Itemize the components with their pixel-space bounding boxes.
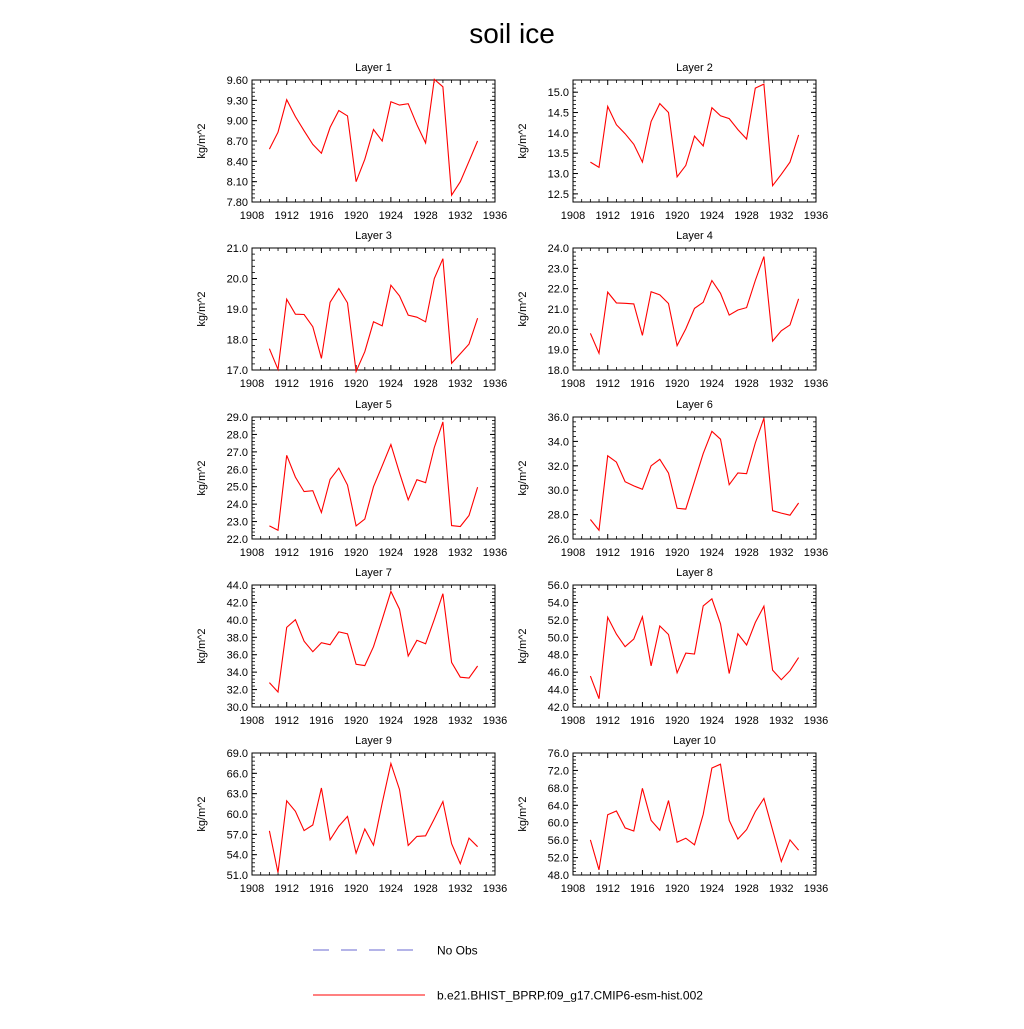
y-tick-label: 26.0	[226, 464, 248, 477]
x-tick-label: 1924	[699, 547, 725, 559]
y-tick-label: 28.0	[226, 429, 248, 442]
y-axis-label: kg/m^2	[196, 628, 208, 664]
x-tick-label: 1912	[595, 547, 620, 559]
y-tick-label: 18.0	[547, 365, 569, 377]
legend-no-obs-label: No Obs	[437, 943, 478, 958]
y-axis-label: kg/m^2	[196, 123, 208, 159]
panel-title: Layer 7	[355, 567, 392, 579]
y-tick-label: 7.80	[226, 197, 248, 209]
x-tick-label: 1916	[309, 715, 334, 727]
series-line	[269, 259, 477, 372]
y-tick-label: 20.0	[226, 273, 248, 286]
y-tick-label: 29.0	[226, 412, 248, 424]
y-tick-label: 42.0	[226, 597, 248, 610]
y-axis-label: kg/m^2	[517, 123, 529, 159]
x-tick-label: 1908	[239, 547, 265, 559]
panel-title: Layer 1	[355, 62, 392, 74]
y-tick-label: 44.0	[547, 684, 569, 697]
x-tick-label: 1908	[560, 715, 586, 727]
x-tick-label: 1908	[239, 883, 265, 895]
y-tick-label: 54.0	[547, 597, 569, 610]
y-tick-label: 52.0	[547, 852, 569, 865]
y-tick-label: 34.0	[226, 667, 248, 680]
y-tick-label: 14.5	[547, 107, 569, 120]
y-tick-label: 21.0	[226, 243, 248, 255]
x-tick-label: 1924	[699, 715, 725, 727]
x-tick-label: 1920	[343, 378, 369, 390]
y-tick-label: 38.0	[226, 632, 248, 645]
x-tick-label: 1916	[630, 715, 655, 727]
y-tick-label: 56.0	[547, 835, 569, 848]
y-tick-label: 9.30	[226, 95, 248, 108]
y-tick-label: 40.0	[226, 614, 248, 627]
x-tick-label: 1924	[699, 883, 725, 895]
x-tick-label: 1932	[448, 210, 473, 222]
x-tick-label: 1936	[803, 210, 829, 222]
y-tick-label: 32.0	[547, 460, 569, 473]
y-tick-label: 26.0	[547, 534, 569, 546]
y-tick-label: 56.0	[547, 580, 569, 592]
y-tick-label: 76.0	[547, 748, 569, 760]
y-axis-label: kg/m^2	[517, 291, 529, 327]
y-tick-label: 21.0	[547, 304, 569, 316]
x-tick-label: 1916	[630, 378, 655, 390]
x-tick-label: 1924	[378, 883, 404, 895]
y-tick-label: 69.0	[226, 748, 248, 760]
y-tick-label: 30.0	[547, 485, 569, 498]
y-tick-label: 19.0	[547, 344, 569, 357]
x-tick-label: 1932	[769, 547, 794, 559]
y-tick-label: 28.0	[547, 509, 569, 522]
y-tick-label: 68.0	[547, 782, 569, 795]
series-line	[269, 764, 477, 873]
series-line	[590, 418, 798, 530]
y-axis-label: kg/m^2	[196, 291, 208, 327]
y-tick-label: 57.0	[226, 829, 248, 842]
x-tick-label: 1920	[343, 210, 369, 222]
y-tick-label: 48.0	[547, 649, 569, 662]
y-tick-label: 64.0	[547, 800, 569, 813]
y-tick-label: 27.0	[226, 446, 248, 459]
figure-title: soil ice	[469, 18, 555, 49]
x-tick-label: 1912	[274, 883, 299, 895]
x-tick-label: 1928	[413, 547, 438, 559]
x-tick-label: 1936	[482, 883, 508, 895]
plot-frame	[252, 753, 495, 875]
series-line	[590, 257, 798, 354]
x-tick-label: 1920	[343, 715, 369, 727]
y-tick-label: 23.0	[226, 516, 248, 529]
panel-layer-7	[196, 567, 507, 727]
x-tick-label: 1928	[413, 378, 438, 390]
x-tick-label: 1920	[664, 715, 690, 727]
panel-layer-5	[196, 399, 507, 559]
x-tick-label: 1932	[448, 883, 473, 895]
panel-title: Layer 2	[676, 62, 713, 74]
y-tick-label: 52.0	[547, 614, 569, 627]
panel-layer-10	[517, 735, 828, 895]
x-tick-label: 1928	[734, 715, 759, 727]
panel-title: Layer 9	[355, 735, 392, 747]
y-tick-label: 14.0	[547, 127, 569, 140]
y-tick-label: 18.0	[226, 334, 248, 347]
y-tick-label: 72.0	[547, 765, 569, 778]
x-tick-label: 1924	[378, 210, 404, 222]
series-line	[269, 422, 477, 530]
x-tick-label: 1916	[309, 883, 334, 895]
x-tick-label: 1936	[803, 547, 829, 559]
y-tick-label: 20.0	[547, 324, 569, 337]
y-tick-label: 30.0	[226, 702, 248, 714]
x-tick-label: 1928	[734, 547, 759, 559]
x-tick-label: 1936	[803, 883, 829, 895]
panel-title: Layer 3	[355, 230, 392, 242]
panel-title: Layer 4	[676, 230, 713, 242]
x-tick-label: 1920	[343, 547, 369, 559]
y-tick-label: 17.0	[226, 365, 248, 377]
panel-title: Layer 5	[355, 399, 392, 411]
panel-title: Layer 6	[676, 399, 713, 411]
y-tick-label: 8.40	[226, 156, 248, 169]
x-tick-label: 1924	[378, 378, 404, 390]
x-tick-label: 1912	[595, 715, 620, 727]
y-axis-label: kg/m^2	[517, 796, 529, 832]
panel-title: Layer 8	[676, 567, 713, 579]
y-tick-label: 19.0	[226, 304, 248, 316]
y-tick-label: 24.0	[547, 243, 569, 255]
x-tick-label: 1912	[274, 715, 299, 727]
y-tick-label: 66.0	[226, 768, 248, 781]
x-tick-label: 1912	[274, 210, 299, 222]
plot-frame	[573, 80, 816, 202]
x-tick-label: 1924	[378, 715, 404, 727]
x-tick-label: 1908	[239, 715, 265, 727]
x-tick-label: 1928	[734, 378, 759, 390]
panel-layer-6	[517, 399, 828, 559]
y-tick-label: 13.0	[547, 168, 569, 181]
plot-frame	[252, 417, 495, 539]
y-tick-label: 51.0	[226, 870, 248, 882]
x-tick-label: 1908	[560, 378, 586, 390]
y-tick-label: 60.0	[226, 809, 248, 821]
panel-title: Layer 10	[673, 735, 716, 747]
x-tick-label: 1936	[482, 715, 508, 727]
x-tick-label: 1920	[664, 378, 690, 390]
x-tick-label: 1924	[699, 378, 725, 390]
y-tick-label: 36.0	[226, 649, 248, 662]
y-axis-label: kg/m^2	[517, 628, 529, 664]
plot-frame	[573, 417, 816, 539]
y-tick-label: 13.5	[547, 148, 569, 161]
x-tick-label: 1912	[274, 547, 299, 559]
x-tick-label: 1924	[699, 210, 725, 222]
legend-model-label: b.e21.BHIST_BPRP.f09_g17.CMIP6-esm-hist.002	[437, 988, 703, 1003]
x-tick-label: 1908	[560, 210, 586, 222]
x-tick-label: 1932	[448, 715, 473, 727]
y-tick-label: 44.0	[226, 580, 248, 592]
y-axis-label: kg/m^2	[196, 796, 208, 832]
plot-frame	[573, 585, 816, 707]
series-line	[590, 599, 798, 699]
y-tick-label: 48.0	[547, 870, 569, 882]
y-tick-label: 22.0	[547, 283, 569, 296]
y-tick-label: 8.10	[226, 176, 248, 189]
x-tick-label: 1912	[274, 378, 299, 390]
x-tick-label: 1932	[769, 883, 794, 895]
x-tick-label: 1912	[595, 378, 620, 390]
series-line	[590, 84, 798, 186]
y-tick-label: 9.60	[226, 75, 248, 87]
y-tick-label: 23.0	[547, 263, 569, 276]
y-tick-label: 63.0	[226, 788, 248, 801]
panel-layer-2	[517, 62, 828, 222]
x-tick-label: 1908	[239, 378, 265, 390]
x-tick-label: 1920	[343, 883, 369, 895]
x-tick-label: 1936	[482, 547, 508, 559]
x-tick-label: 1916	[309, 378, 334, 390]
series-line	[590, 764, 798, 870]
x-tick-label: 1916	[630, 210, 655, 222]
panel-layer-3	[196, 230, 507, 390]
y-tick-label: 15.0	[547, 87, 569, 100]
x-tick-label: 1932	[448, 378, 473, 390]
y-tick-label: 54.0	[226, 849, 248, 862]
x-tick-label: 1908	[239, 210, 265, 222]
x-tick-label: 1912	[595, 883, 620, 895]
x-tick-label: 1908	[560, 883, 586, 895]
y-tick-label: 60.0	[547, 817, 569, 830]
series-line	[269, 591, 477, 692]
x-tick-label: 1932	[769, 378, 794, 390]
y-tick-label: 9.00	[226, 115, 248, 128]
legend	[313, 944, 703, 1003]
y-tick-label: 32.0	[226, 684, 248, 697]
x-tick-label: 1936	[803, 378, 829, 390]
x-tick-label: 1932	[769, 715, 794, 727]
x-tick-label: 1932	[769, 210, 794, 222]
y-tick-label: 24.0	[226, 499, 248, 512]
y-tick-label: 46.0	[547, 667, 569, 680]
x-tick-label: 1928	[734, 883, 759, 895]
y-tick-label: 12.5	[547, 188, 569, 201]
y-tick-label: 50.0	[547, 632, 569, 645]
x-tick-label: 1916	[630, 883, 655, 895]
series-line	[269, 79, 477, 195]
y-axis-label: kg/m^2	[196, 460, 208, 496]
y-tick-label: 8.70	[226, 136, 248, 148]
x-tick-label: 1916	[630, 547, 655, 559]
x-tick-label: 1908	[560, 547, 586, 559]
y-tick-label: 22.0	[226, 534, 248, 546]
y-tick-label: 34.0	[547, 436, 569, 449]
x-tick-label: 1928	[413, 715, 438, 727]
panel-layer-1	[196, 62, 507, 222]
panel-layer-8	[517, 567, 828, 727]
x-tick-label: 1936	[482, 378, 508, 390]
x-tick-label: 1928	[413, 883, 438, 895]
x-tick-label: 1912	[595, 210, 620, 222]
y-tick-label: 42.0	[547, 702, 569, 714]
x-tick-label: 1920	[664, 210, 690, 222]
x-tick-label: 1924	[378, 547, 404, 559]
x-tick-label: 1916	[309, 210, 334, 222]
y-tick-label: 36.0	[547, 412, 569, 424]
panel-layer-4	[517, 230, 828, 390]
x-tick-label: 1928	[734, 210, 759, 222]
x-tick-label: 1920	[664, 547, 690, 559]
panels	[196, 62, 828, 895]
x-tick-label: 1928	[413, 210, 438, 222]
panel-layer-9	[196, 735, 507, 895]
x-tick-label: 1936	[482, 210, 508, 222]
x-tick-label: 1936	[803, 715, 829, 727]
plot-frame	[252, 248, 495, 370]
x-tick-label: 1916	[309, 547, 334, 559]
x-tick-label: 1920	[664, 883, 690, 895]
y-tick-label: 25.0	[226, 481, 248, 494]
y-axis-label: kg/m^2	[517, 460, 529, 496]
x-tick-label: 1932	[448, 547, 473, 559]
